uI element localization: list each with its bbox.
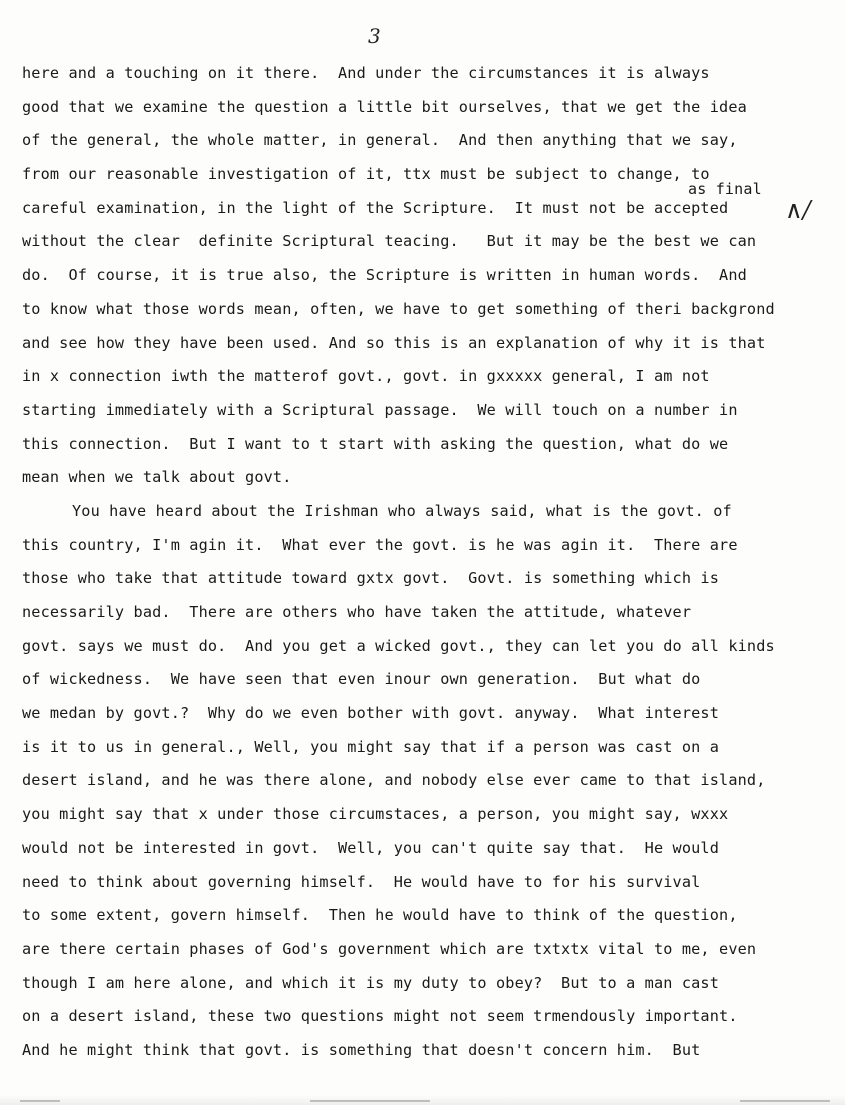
margin-correction-note: as final xyxy=(688,180,762,198)
page-number: 3 xyxy=(368,24,381,48)
scan-artifact xyxy=(740,1100,830,1102)
text-line: to know what those words mean, often, we have to get something of theri backgrond xyxy=(22,299,775,318)
text-line: necessarily bad. There are others who have taken the attitude, whatever xyxy=(22,603,692,621)
text-line: those who take that attitude toward gxtx govt. Govt. is something which is xyxy=(22,569,720,588)
text-line: on a desert island, these two questions might not seem trmendously important. xyxy=(22,1007,738,1026)
text-line: from our reasonable investigation of it, ttx must be subject to change, to xyxy=(22,165,710,184)
text-line: And he might think that govt. is something that doesn't concern him. But xyxy=(22,1040,701,1059)
text-line: and see how they have been used. And so this is an explanation of why it is that xyxy=(22,333,766,352)
text-line: of the general, the whole matter, in general. And then anything that we say, xyxy=(22,131,738,150)
text-line: do. Of course, it is true also, the Scripture is written in human words. And xyxy=(22,266,747,285)
paragraph-start-line: You have heard about the Irishman who always said, what is the govt. of xyxy=(72,501,732,520)
text-line: you might say that x under those circumstaces, a person, you might say, wxxx xyxy=(22,805,729,824)
text-line: starting immediately with a Scriptural passage. We will touch on a number in xyxy=(22,400,738,419)
text-line: this country, I'm agin it. What ever the govt. is he was agin it. There are xyxy=(22,535,738,554)
text-line: we medan by govt.? Why do we even bother with govt. anyway. What interest xyxy=(22,704,720,723)
text-line: here and a touching on it there. And under the circumstances it is always xyxy=(22,64,710,82)
text-line: of wickedness. We have seen that even inour own generation. But what do xyxy=(22,670,701,689)
text-line: to some extent, govern himself. Then he would have to think of the question, xyxy=(22,906,738,925)
text-line: would not be interested in govt. Well, you can't quite say that. He would xyxy=(22,838,720,857)
text-line: in x connection iwth the matterof govt., govt. in gxxxxx general, I am not xyxy=(22,367,710,386)
text-line: govt. says we must do. And you get a wicked govt., they can let you do all kinds xyxy=(22,636,775,655)
text-line: though I am here alone, and which it is my duty to obey? But to a man cast xyxy=(22,973,720,992)
text-line: is it to us in general., Well, you might say that if a person was cast on a xyxy=(22,737,720,756)
text-line: are there certain phases of God's government which are txtxtx vital to me, even xyxy=(22,939,757,958)
document-body xyxy=(22,57,837,1068)
scan-artifact xyxy=(20,1100,60,1102)
scan-artifact xyxy=(310,1100,430,1102)
text-line: careful examination, in the light of the Scripture. It must not be accepted xyxy=(22,198,729,217)
text-line: this connection. But I want to t start with asking the question, what do we xyxy=(22,434,729,453)
text-line: mean when we talk about govt. xyxy=(22,468,292,487)
text-line: good that we examine the question a little bit ourselves, that we get the idea xyxy=(22,97,747,116)
text-line: without the clear definite Scriptural teacing. But it may be the best we can xyxy=(22,232,757,251)
text-line: need to think about governing himself. He would have to for his survival xyxy=(22,872,701,891)
text-line: desert island, and he was there alone, and nobody else ever came to that island, xyxy=(22,771,766,790)
insertion-caret-mark: ∧/ xyxy=(785,196,811,224)
